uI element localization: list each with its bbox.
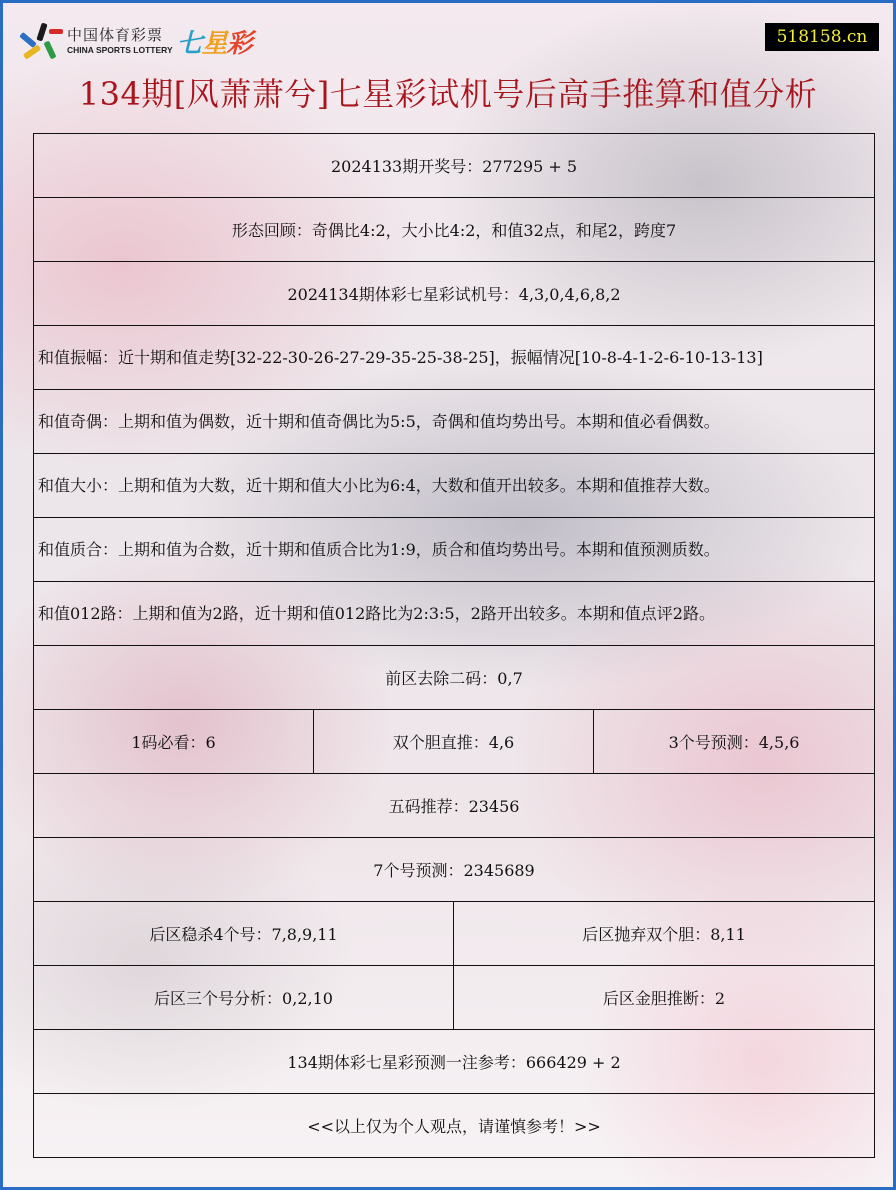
draw-result: 2024133期开奖号：277295 + 5 [34, 134, 875, 198]
double-dan: 双个胆直推：4,6 [314, 710, 594, 774]
seven-star-brand: 七星彩 [176, 28, 252, 59]
table-row [34, 518, 875, 582]
pattern-review: 形态回顾：奇偶比4:2，大小比4:2，和值32点，和尾2，跨度7 [34, 198, 875, 262]
table-row [34, 390, 875, 454]
sum-amplitude: 和值振幅：近十期和值走势[32-22-30-26-27-29-35-25-38-25]，振幅情况[10-8-4-1-2-6-10-13-13] [34, 326, 875, 390]
table-row [34, 838, 875, 902]
logo-text [67, 25, 173, 55]
site-badge: 518158.cn [765, 23, 879, 51]
sum-012-route: 和值012路：上期和值为2路，近十期和值012路比为2:3:5，2路开出较多。本期和值点评2路。 [34, 582, 875, 646]
logo-cn-text: 中国体育彩票 [67, 25, 164, 44]
back-gold-dan: 后区金胆推断：2 [454, 966, 875, 1030]
single-reference: 134期体彩七星彩预测一注参考：666429 + 2 [34, 1030, 875, 1094]
one-code: 1码必看：6 [34, 710, 314, 774]
sum-big-small: 和值大小：上期和值为大数，近十期和值大小比为6:4，大数和值开出较多。本期和值推荐大数。 [34, 454, 875, 518]
front-exclude: 前区去除二码：0,7 [34, 646, 875, 710]
test-numbers: 2024134期体彩七星彩试机号：4,3,0,4,6,8,2 [34, 262, 875, 326]
five-code: 五码推荐：23456 [34, 774, 875, 838]
table-row [34, 774, 875, 838]
table-row [34, 646, 875, 710]
china-sports-lottery-logo [21, 21, 252, 61]
table-row [34, 710, 875, 774]
sum-prime-composite: 和值质合：上期和值为合数，近十期和值质合比为1:9，质合和值均势出号。本期和值预测质数。 [34, 518, 875, 582]
table-row [34, 198, 875, 262]
table-row [34, 134, 875, 198]
analysis-table [33, 133, 875, 1158]
three-prediction: 3个号预测：4,5,6 [594, 710, 875, 774]
table-row [34, 902, 875, 966]
table-row [34, 1030, 875, 1094]
back-drop-dan: 后区抛弃双个胆：8,11 [454, 902, 875, 966]
disclaimer: <<以上仅为个人观点，请谨慎参考！>> [34, 1094, 875, 1158]
back-three: 后区三个号分析：0,2,10 [34, 966, 454, 1030]
table-row [34, 454, 875, 518]
lottery-star-icon [21, 21, 61, 61]
seven-prediction: 7个号预测：2345689 [34, 838, 875, 902]
table-row [34, 582, 875, 646]
page-title: 134期[风萧萧兮]七星彩试机号后高手推算和值分析 [78, 75, 818, 113]
logo-en-text: CHINA SPORTS LOTTERY [67, 44, 173, 55]
table-row [34, 1094, 875, 1158]
sum-odd-even: 和值奇偶：上期和值为偶数，近十期和值奇偶比为5:5，奇偶和值均势出号。本期和值必看偶数。 [34, 390, 875, 454]
table-row [34, 966, 875, 1030]
table-row [34, 262, 875, 326]
back-kill-four: 后区稳杀4个号：7,8,9,11 [34, 902, 454, 966]
table-row [34, 326, 875, 390]
